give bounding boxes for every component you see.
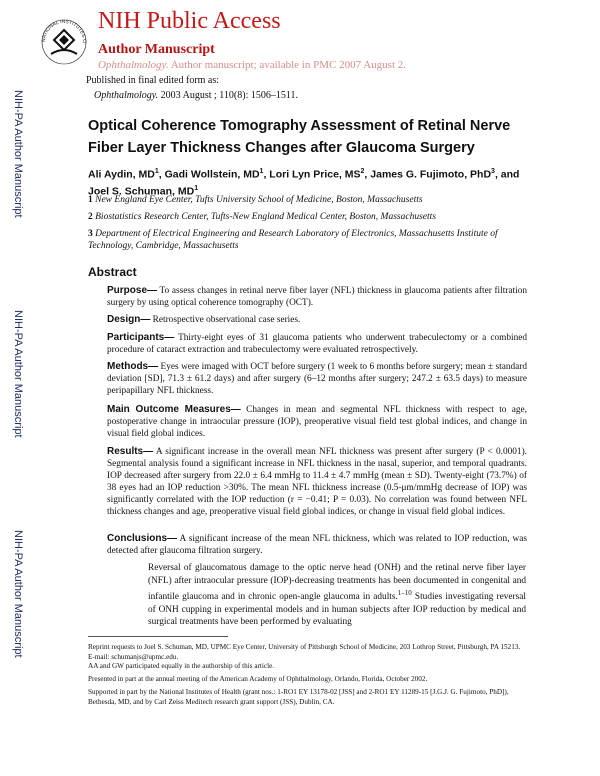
abstract-heading: Abstract (88, 265, 137, 279)
side-label: NIH-PA Author Manuscript (12, 530, 24, 658)
footnote-presented: Presented in part at the annual meeting of the American Academy of Ophthalmology, Orlando, Florida, October 2002. (88, 675, 428, 683)
abstract-purpose: Purpose— To assess changes in retinal nerve fiber layer (NFL) thickness in glaucoma patients after filtration surgery by using optical coherence tomography (OCT). (107, 285, 527, 308)
author-list: Ali Aydin, $MD^1$, Gadi Wollstein, $MD^1$, Lori Lyn Price, $MS^2$, James G. Fujimoto, PhD$^3$, and Joel S. Schuman, $MD^1$ (88, 168, 520, 197)
svg-text:NATIONAL INSTITUTES OF HEALTH: NATIONAL INSTITUTES O (40, 18, 88, 44)
side-label: NIH-PA Author Manuscript (12, 310, 24, 438)
nih-logo (37, 8, 89, 70)
footnote-support: Supported in part by the National Institutes of Health (grant nos.: 1-RO1 EY 13178-02 [JSS] and 2-RO1 EY 11289-15 [J.G.J. G. Fujimoto, PhD]), Bethesda, MD, and by Carl Zeiss Meditech research grant support (JSS), Dublin, CA. (88, 688, 509, 706)
affiliation: 2 Biostatistics Research Center, Tufts-New England Medical Center, Boston, Massachusetts (88, 212, 436, 222)
footnote-reprint: Reprint requests to Joel S. Schuman, MD, UPMC Eye Center, University of Pittsburgh School of Medicine, 203 Lothrop Street, Pittsburgh, PA 15213. E-mail: schumanjs@upmc.edu. AA and GW participated equally in the authorship of this article. (88, 643, 521, 670)
article-title: Optical Coherence Tomography Assessment of Retinal Nerve Fiber Layer Thickness Changes after Glaucoma Surgery (88, 118, 511, 156)
author-manuscript-label: Author Manuscript (98, 42, 215, 57)
nih-public-access-title: NIH Public Access (98, 8, 281, 34)
citation: Ophthalmology. 2003 August ; 110(8): 1506–1511. (94, 90, 298, 101)
abstract-participants: Participants— Thirty-eight eyes of 31 glaucoma patients who underwent trabeculectomy or a combined procedure of cataract extraction and trabeculectomy were evaluated retrospectively. (107, 332, 527, 355)
abstract-conclusions: Conclusions— A significant increase of the mean NFL thickness, which was related to IOP reduction, was detected after glaucoma filtration surgery. (107, 533, 527, 556)
abstract-methods: Methods— Eyes were imaged with OCT before surgery (1 week to 6 months before surgery; mean ± standard deviation [SD], 71.3 ± 61.2 days) and after surgery (6–12 months after surgery; 247.2 ± 63.5 days) to measure peripapillary NFL thickness. (107, 361, 527, 396)
published-label: Published in final edited form as: (86, 75, 220, 86)
abstract-outcome-measures: Main Outcome Measures— Changes in mean and segmental NFL thickness with respect to age, postoperative change in intraocular pressure (IOP), preoperative visual field test global indices, and change in visual field global indices. (107, 404, 527, 439)
side-label: NIH-PA Author Manuscript (12, 90, 24, 218)
abstract-design: Design— Retrospective observational case series. (107, 314, 301, 325)
affiliation: 3 Department of Electrical Engineering and Research Laboratory of Electronics, Massachusetts Institute of Technology, Cambridge, Massachusetts (88, 229, 498, 251)
footnote-rule (88, 636, 228, 637)
eagle-icon (51, 30, 77, 54)
body-paragraph: Reversal of glaucomatous damage to the optic nerve head (ONH) and the retinal nerve fiber layer (NFL) after intraocular pressure (IOP)-decreasing treatments has been documented in congenital and infantile glaucoma and in chronic open-angle glaucoma in adults.$^{1-10}$ Studies investigating reversal of ONH cupping in experimental models and in human subjects after IOP reduction by medical and surgical treatments have been performed by evaluating (148, 563, 526, 628)
abstract-results: Results— A significant increase in the overall mean NFL thickness was present after surgery (P < 0.0001). Segmental analysis found a significant increase in NFL thickness in the nasal, superior, and temporal quadrants. IOP decreased after surgery from 22.0 ± 6.4 mmHg to 11.4 ± 4.7 mmHg (mean ± SD). Twenty-eight (73.7%) of 38 eyes had an IOP reduction >30%. The mean NFL thickness increase (0.5-μm/mmHg decrease of IOP) was significantly correlated with the IOP reduction (r = −0.41; P = 0.03). No correlation was found between NFL thickness changes and age, preoperative visual field global indices, or change in visual field global indices. (107, 446, 527, 517)
availability-note: Ophthalmology. Author manuscript; available in PMC 2007 August 2. (98, 59, 406, 71)
affiliation: 1 New England Eye Center, Tufts University School of Medicine, Boston, Massachusetts (88, 195, 423, 205)
